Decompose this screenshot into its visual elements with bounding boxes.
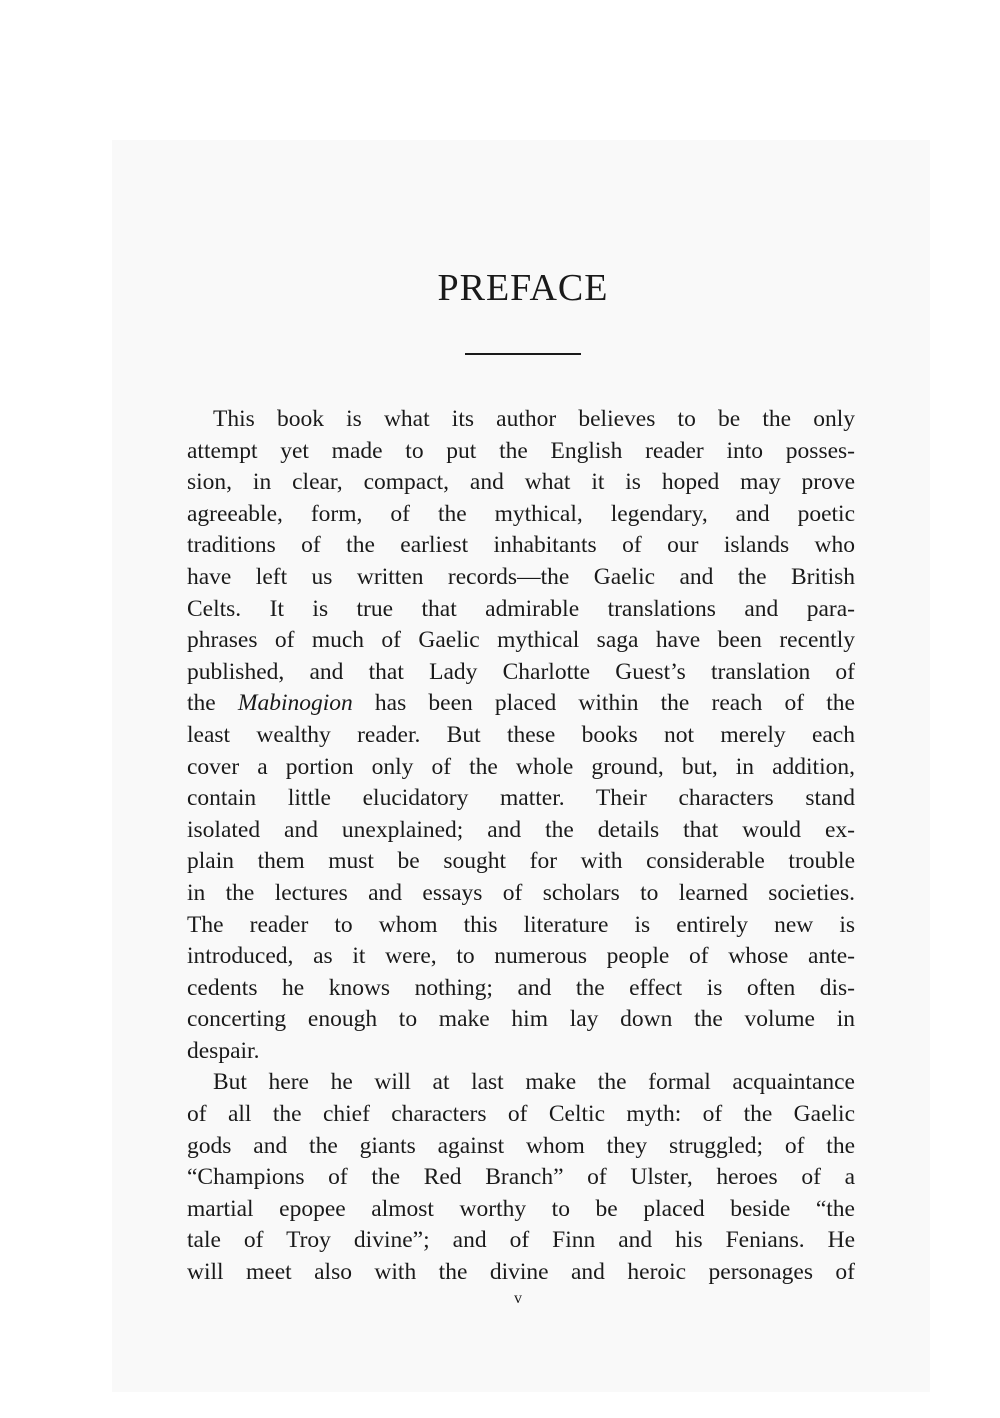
text-line: The reader to whom this literature is entirely new is [187,911,855,938]
text-line: Celts. It is true that admirable translations and para- [187,595,855,622]
text-line: But here he will at last make the formal acquaintance [213,1069,855,1096]
preface-text [187,404,855,1289]
text-line: traditions of the earliest inhabitants of our islands who [187,532,855,559]
text-line: of all the chief characters of Celtic myth: of the Gaelic [187,1101,855,1128]
text-line: cedents he knows nothing; and the effect is often dis- [187,974,855,1001]
text-line: agreeable, form, of the mythical, legendary, and poetic [187,500,855,527]
title-rule [465,353,581,355]
text-line: attempt yet made to put the English reader into posses- [187,437,855,464]
text-line: isolated and unexplained; and the details that would ex- [187,816,855,843]
text-line: have left us written records—the Gaelic and the British [187,563,855,590]
text-line: cover a portion only of the whole ground, but, in addition, [187,753,855,780]
text-line: will meet also with the divine and heroic personages of [187,1259,855,1286]
text-line: concerting enough to make him lay down the volume in [187,1006,855,1033]
book-title-italic: Mabinogion [237,690,353,717]
text-fragment: has been placed within the reach of the [352,690,855,717]
text-line: in the lectures and essays of scholars to learned societies. [187,879,855,906]
text-line: introduced, as it were, to numerous people of whose ante- [187,943,855,970]
text-line-with-title [187,688,855,720]
text-line: published, and that Lady Charlotte Guest’s translation of [187,658,855,685]
text-line: martial epopee almost worthy to be placed beside “the [187,1195,855,1222]
text-line: This book is what its author believes to be the only [213,406,855,432]
text-line: least wealthy reader. But these books not merely each [187,721,855,748]
page-title: PREFACE [437,267,609,309]
text-fragment: the [187,690,238,717]
text-line: contain little elucidatory matter. Their characters stand [187,785,855,812]
text-line: sion, in clear, compact, and what it is hoped may prove [187,469,855,496]
text-line: phrases of much of Gaelic mythical saga have been recently [187,627,855,654]
text-line: “Champions of the Red Branch” of Ulster, heroes of a [187,1164,855,1191]
page-number: v [514,1290,522,1307]
text-line: plain them must be sought for with considerable trouble [187,848,855,875]
text-line: despair. [187,1037,260,1064]
text-line: tale of Troy divine”; and of Finn and his Fenians. He [187,1227,855,1254]
text-line: gods and the giants against whom they struggled; of the [187,1132,855,1159]
